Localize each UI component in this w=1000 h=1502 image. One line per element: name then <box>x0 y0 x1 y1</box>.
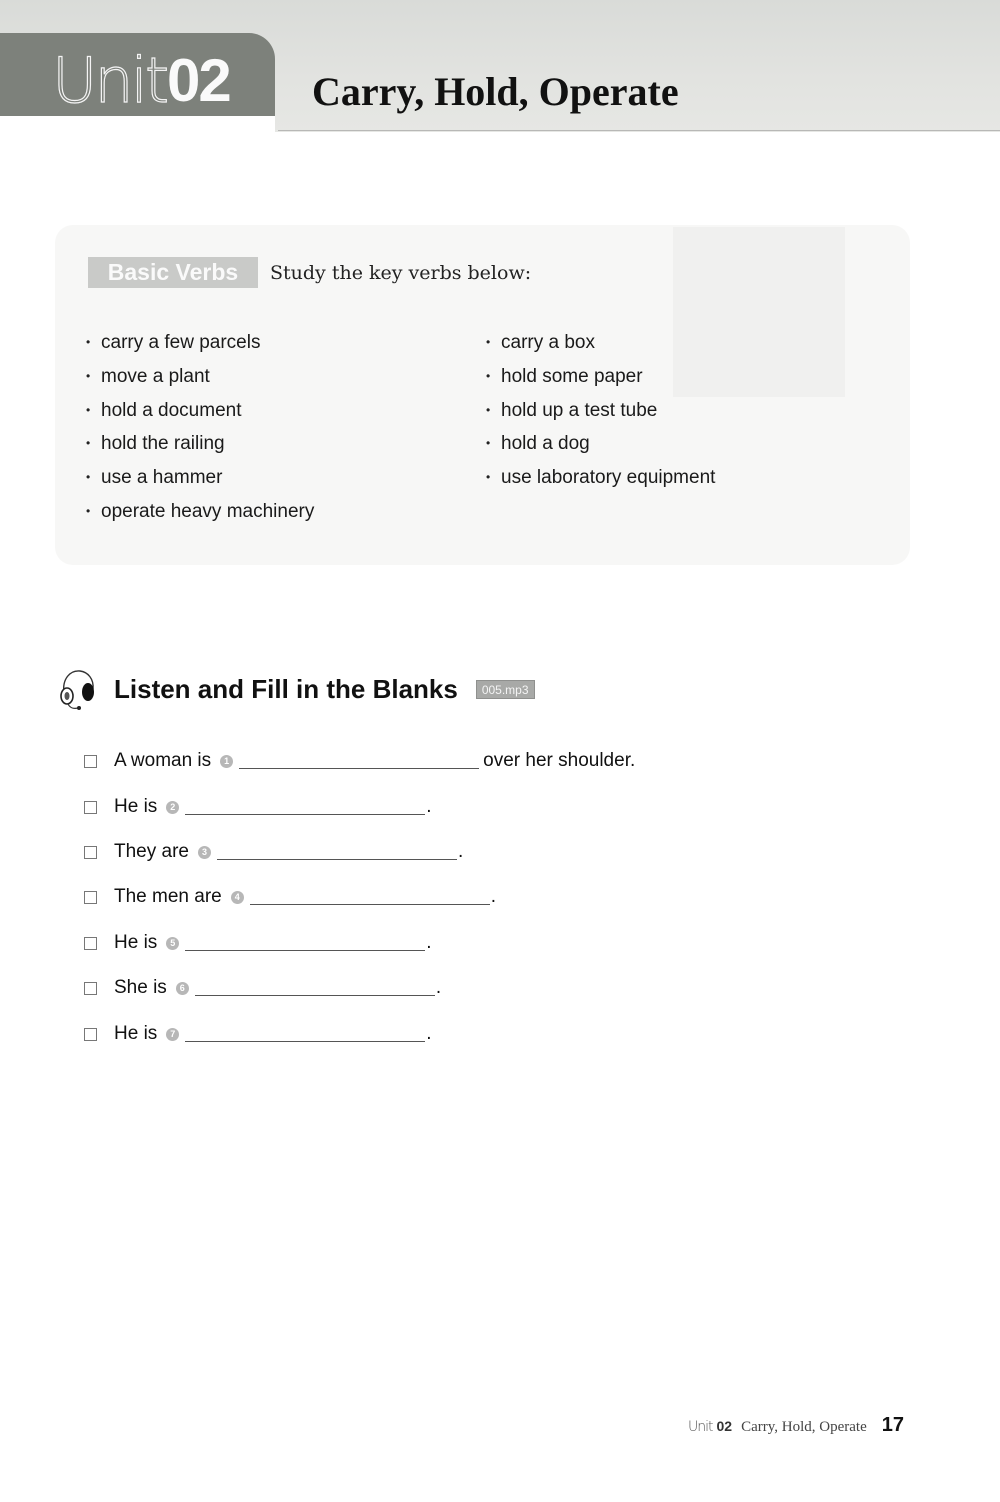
verb-text: carry a few parcels <box>101 332 261 353</box>
sentence-prefix: He is <box>114 1023 158 1044</box>
bullet-icon: • <box>486 470 491 485</box>
verb-item <box>486 360 715 394</box>
bullet-icon: • <box>86 436 91 451</box>
item-number-badge: 6 <box>176 982 189 995</box>
bullet-icon: • <box>486 402 491 417</box>
sentence-suffix: over her shoulder. <box>483 750 636 771</box>
bullet-icon: • <box>486 335 491 349</box>
sentence-prefix: He is <box>114 796 158 817</box>
blank-input[interactable] <box>185 950 425 951</box>
sentence-prefix: A woman is <box>114 750 212 771</box>
verb-item <box>86 427 314 461</box>
verb-text: operate heavy machinery <box>101 500 315 522</box>
verb-item <box>486 326 715 360</box>
listen-section-header <box>58 666 535 712</box>
fill-blank-item <box>84 929 432 957</box>
verb-text: carry a box <box>501 332 595 353</box>
footer-unit-number: 02 <box>716 1418 733 1434</box>
page-footer <box>688 1414 904 1442</box>
verb-text: hold up a test tube <box>501 399 658 421</box>
footer-title: Carry, Hold, Operate <box>741 1419 867 1435</box>
headphones-icon <box>58 667 98 711</box>
page-number: 17 <box>881 1414 904 1436</box>
sentence-suffix: . <box>457 841 464 862</box>
footer-unit-word: Unit <box>688 1419 713 1435</box>
blank-input[interactable] <box>239 768 479 769</box>
blank-input[interactable] <box>185 814 425 815</box>
fill-blank-item <box>84 883 496 911</box>
answer-checkbox[interactable] <box>84 801 97 814</box>
bullet-icon: • <box>486 368 491 383</box>
sentence-suffix: . <box>426 1023 432 1044</box>
verb-item <box>486 427 715 461</box>
verb-text: hold the railing <box>101 433 225 455</box>
answer-checkbox[interactable] <box>84 1028 97 1041</box>
bullet-icon: • <box>86 368 91 383</box>
verb-text: move a plant <box>101 365 210 387</box>
verb-item <box>86 326 314 360</box>
fill-blank-item <box>84 793 432 821</box>
answer-checkbox[interactable] <box>84 755 97 768</box>
verb-text: use laboratory equipment <box>501 467 716 489</box>
header-divider <box>278 130 1000 131</box>
verb-list-left <box>86 326 314 529</box>
audio-track-badge[interactable]: 005.mp3 <box>476 680 535 699</box>
item-number-badge: 4 <box>231 891 244 904</box>
verb-text: hold a document <box>101 399 242 421</box>
fill-blank-item <box>84 974 441 1002</box>
blank-input[interactable] <box>217 859 457 860</box>
unit-word: Unit <box>52 44 167 116</box>
section-title: Listen and Fill in the Blanks <box>114 674 458 704</box>
unit-tab <box>0 33 275 116</box>
verb-text: hold a dog <box>501 433 590 455</box>
blank-input[interactable] <box>185 1041 425 1042</box>
bullet-icon: • <box>86 335 91 349</box>
verb-text: hold some paper <box>501 365 643 387</box>
sentence-suffix: . <box>435 977 442 998</box>
verb-list-right <box>486 326 715 495</box>
blank-input[interactable] <box>250 904 490 905</box>
answer-checkbox[interactable] <box>84 846 97 859</box>
sentence-prefix: The men are <box>114 886 222 907</box>
sentence-suffix: . <box>426 932 432 953</box>
page-title: Carry, Hold, Operate <box>312 69 679 114</box>
bullet-icon: • <box>86 402 91 417</box>
bullet-icon: • <box>86 503 91 518</box>
item-number-badge: 3 <box>198 846 211 859</box>
item-number-badge: 2 <box>166 801 179 814</box>
sentence-prefix: She is <box>114 977 167 998</box>
bullet-icon: • <box>86 470 91 485</box>
item-number-badge: 1 <box>220 755 233 768</box>
verb-item <box>486 394 715 428</box>
sentence-prefix: He is <box>114 932 158 953</box>
verb-item <box>86 495 314 529</box>
item-number-badge: 5 <box>166 937 179 950</box>
fill-blank-item <box>84 747 635 775</box>
sentence-suffix: . <box>490 886 497 907</box>
sentence-suffix: . <box>426 796 432 817</box>
header-band-cutout <box>0 116 275 146</box>
fill-blank-item <box>84 1020 432 1048</box>
fill-blank-item <box>84 838 463 866</box>
item-number-badge: 7 <box>166 1028 179 1041</box>
basic-verbs-intro: Study the key verbs below: <box>270 262 532 284</box>
answer-checkbox[interactable] <box>84 937 97 950</box>
verb-item <box>86 461 314 495</box>
verb-item <box>86 360 314 394</box>
bullet-icon: • <box>486 436 491 451</box>
answer-checkbox[interactable] <box>84 891 97 904</box>
sentence-prefix: They are <box>114 841 189 862</box>
verb-item <box>486 461 715 495</box>
verb-text: use a hammer <box>101 467 223 489</box>
verb-item <box>86 394 314 428</box>
answer-checkbox[interactable] <box>84 982 97 995</box>
unit-number: 02 <box>167 47 230 114</box>
basic-verbs-tag: Basic Verbs <box>88 257 258 288</box>
blank-input[interactable] <box>195 995 435 996</box>
